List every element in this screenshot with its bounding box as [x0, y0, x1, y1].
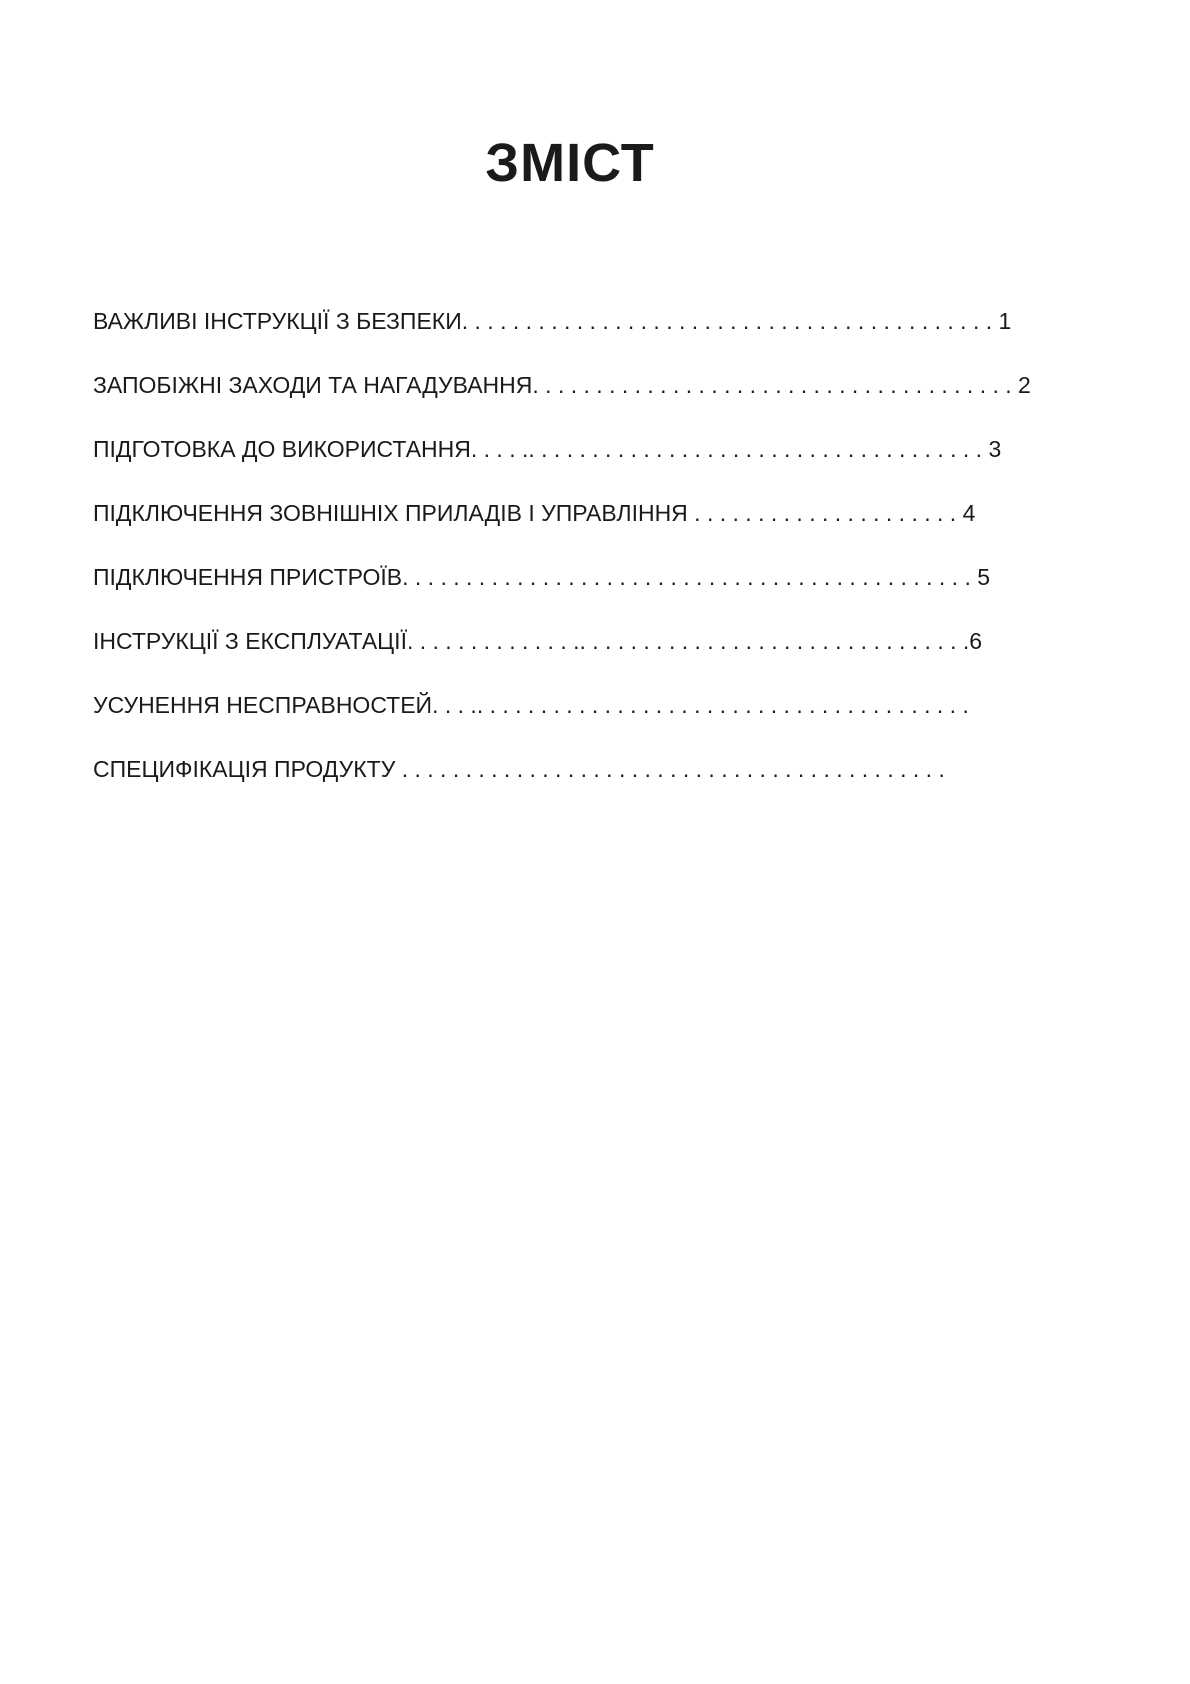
page-title: ЗМІСТ [485, 133, 655, 194]
toc-entry-troubleshooting[interactable]: УСУНЕННЯ НЕСПРАВНОСТЕЙ. . . .. . . . . . . . . . . . . . . . . . . . . . . . . . . . . . . . . . . . . . . [93, 692, 969, 718]
toc-entry-external-devices[interactable]: ПІДКЛЮЧЕННЯ ЗОВНІШНІХ ПРИЛАДІВ І УПРАВЛІННЯ . . . . . . . . . . . . . . . . . . . . . 4 [93, 500, 976, 526]
toc-entry-specifications[interactable]: СПЕЦИФІКАЦІЯ ПРОДУКТУ . . . . . . . . . . . . . . . . . . . . . . . . . . . . . . . . . . . . . . . . . . . [93, 756, 945, 782]
toc-entry-device-connection[interactable]: ПІДКЛЮЧЕННЯ ПРИСТРОЇВ. . . . . . . . . . . . . . . . . . . . . . . . . . . . . . . . . . . . . . . . . . . . . 5 [93, 564, 991, 590]
toc-entry-precautions[interactable]: ЗАПОБІЖНІ ЗАХОДИ ТА НАГАДУВАННЯ. . . . . . . . . . . . . . . . . . . . . . . . . . . . . . . . . . . . . . 2 [93, 372, 1031, 398]
toc-entry-safety-instructions[interactable]: ВАЖЛИВІ ІНСТРУКЦІЇ З БЕЗПЕКИ. . . . . . . . . . . . . . . . . . . . . . . . . . . . . . . . . . . . . . . . . . 1 [93, 308, 1012, 334]
table-of-contents [93, 305, 1093, 817]
toc-entry-operating-instructions[interactable]: ІНСТРУКЦІЇ З ЕКСПЛУАТАЦІЇ. . . . . . . . . . . . . .. . . . . . . . . . . . . . . . . . . . . . . . . . . . . . .6 [93, 628, 983, 654]
toc-entry-preparation[interactable]: ПІДГОТОВКА ДО ВИКОРИСТАННЯ. . . . .. . . . . . . . . . . . . . . . . . . . . . . . . . . . . . . . . . . . 3 [93, 436, 1002, 462]
